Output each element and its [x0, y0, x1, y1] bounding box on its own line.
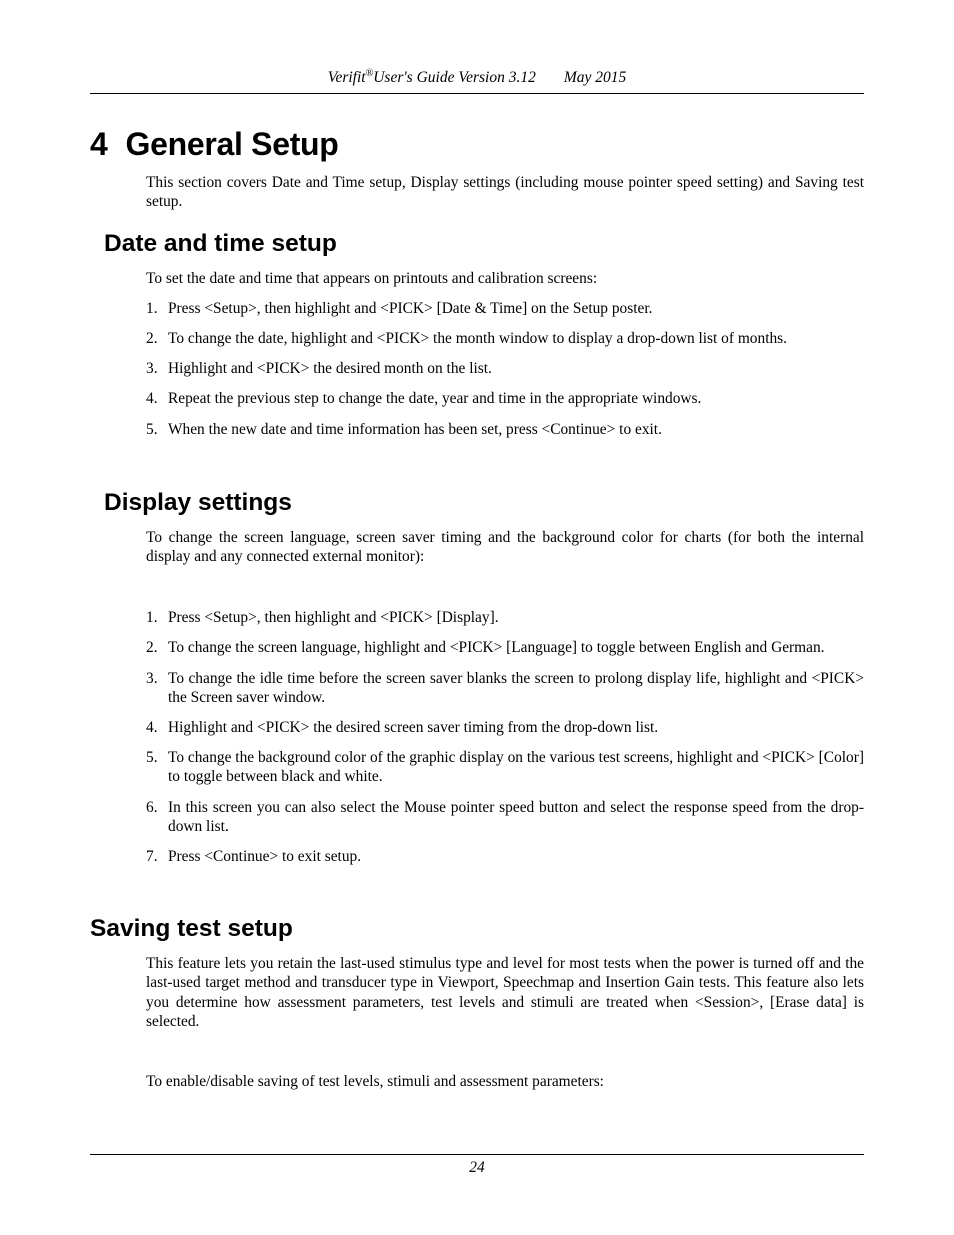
- header-guide-title: [328, 69, 536, 86]
- header-date: May 2015: [563, 69, 627, 86]
- display-step: [146, 718, 864, 737]
- section-heading-date-time: Date and time setup: [104, 230, 337, 257]
- display-step: [146, 847, 864, 866]
- page-number: 24: [469, 1159, 485, 1176]
- footer-rule: [90, 1154, 864, 1155]
- display-step: [146, 608, 864, 627]
- step-number: 2.: [146, 330, 158, 347]
- step-text: To change the date, highlight and <PICK> the month window to display a drop-down list of months.: [168, 330, 788, 347]
- step-number: 3.: [146, 670, 158, 687]
- step-number: 7.: [146, 848, 158, 865]
- step-number: 5.: [146, 749, 158, 766]
- step-number: 3.: [146, 360, 158, 377]
- header-guide: User's Guide Version 3.12: [373, 69, 536, 86]
- step-number: 1.: [146, 300, 158, 317]
- step-text: Press <Setup>, then highlight and <PICK> [Display].: [168, 609, 499, 626]
- date-time-step: [146, 389, 864, 408]
- date-time-step: [146, 329, 864, 348]
- saving-lead: To enable/disable saving of test levels, stimuli and assessment parameters:: [146, 1073, 604, 1090]
- header-rule: [90, 93, 864, 94]
- intro-paragraph: This section covers Date and Time setup, Display settings (including mouse pointer speed setting) and Saving test setup.: [146, 174, 864, 211]
- step-text: In this screen you can also select the Mouse pointer speed button and select the response speed from the drop-down list.: [168, 799, 864, 836]
- display-lead: To change the screen language, screen saver timing and the background color for charts (for both the internal display and any connected external monitor):: [146, 529, 864, 566]
- step-number: 4.: [146, 719, 158, 736]
- step-text: Highlight and <PICK> the desired month on the list.: [168, 360, 492, 377]
- date-time-step: [146, 359, 864, 378]
- running-header: [90, 68, 864, 88]
- step-number: 6.: [146, 799, 158, 816]
- saving-body: This feature lets you retain the last-used stimulus type and level for most tests when the power is turned off and the last-used target method and transducer type in Viewport, Speechmap and Insertion Gain tests. This feature also lets you determine how assessment parameters, test levels and stimuli are treated when <Session>, [Erase data] is selected.: [146, 955, 864, 1031]
- step-text: Highlight and <PICK> the desired screen saver timing from the drop-down list.: [168, 719, 659, 736]
- section-heading-saving: Saving test setup: [90, 915, 293, 942]
- step-number: 1.: [146, 609, 158, 626]
- step-text: When the new date and time information has been set, press <Continue> to exit.: [168, 421, 662, 438]
- chapter-number: 4: [90, 126, 108, 162]
- display-step: [146, 748, 864, 787]
- display-step: [146, 638, 864, 657]
- step-text: To change the idle time before the screen saver blanks the screen to prolong display life, highlight and <PICK> the Screen saver window.: [168, 670, 864, 707]
- header-product: Verifit: [327, 69, 366, 86]
- step-number: 4.: [146, 390, 158, 407]
- registered-mark: ®: [365, 68, 374, 79]
- step-text: To change the background color of the graphic display on the various test screens, highlight and <PICK> [Color] to toggle between black and white.: [168, 749, 864, 786]
- step-number: 2.: [146, 639, 158, 656]
- date-time-step: [146, 299, 864, 318]
- display-step: [146, 669, 864, 708]
- display-step: [146, 798, 864, 837]
- date-time-lead: To set the date and time that appears on printouts and calibration screens:: [146, 270, 598, 287]
- step-text: Press <Setup>, then highlight and <PICK> [Date & Time] on the Setup poster.: [168, 300, 653, 317]
- step-text: Repeat the previous step to change the date, year and time in the appropriate windows.: [168, 390, 702, 407]
- step-number: 5.: [146, 421, 158, 438]
- step-text: To change the screen language, highlight and <PICK> [Language] to toggle between English and German.: [168, 639, 825, 656]
- chapter-heading: [90, 124, 339, 164]
- date-time-step: [146, 420, 864, 439]
- section-heading-display: Display settings: [104, 489, 292, 516]
- chapter-title: General Setup: [125, 126, 339, 162]
- step-text: Press <Continue> to exit setup.: [168, 848, 362, 865]
